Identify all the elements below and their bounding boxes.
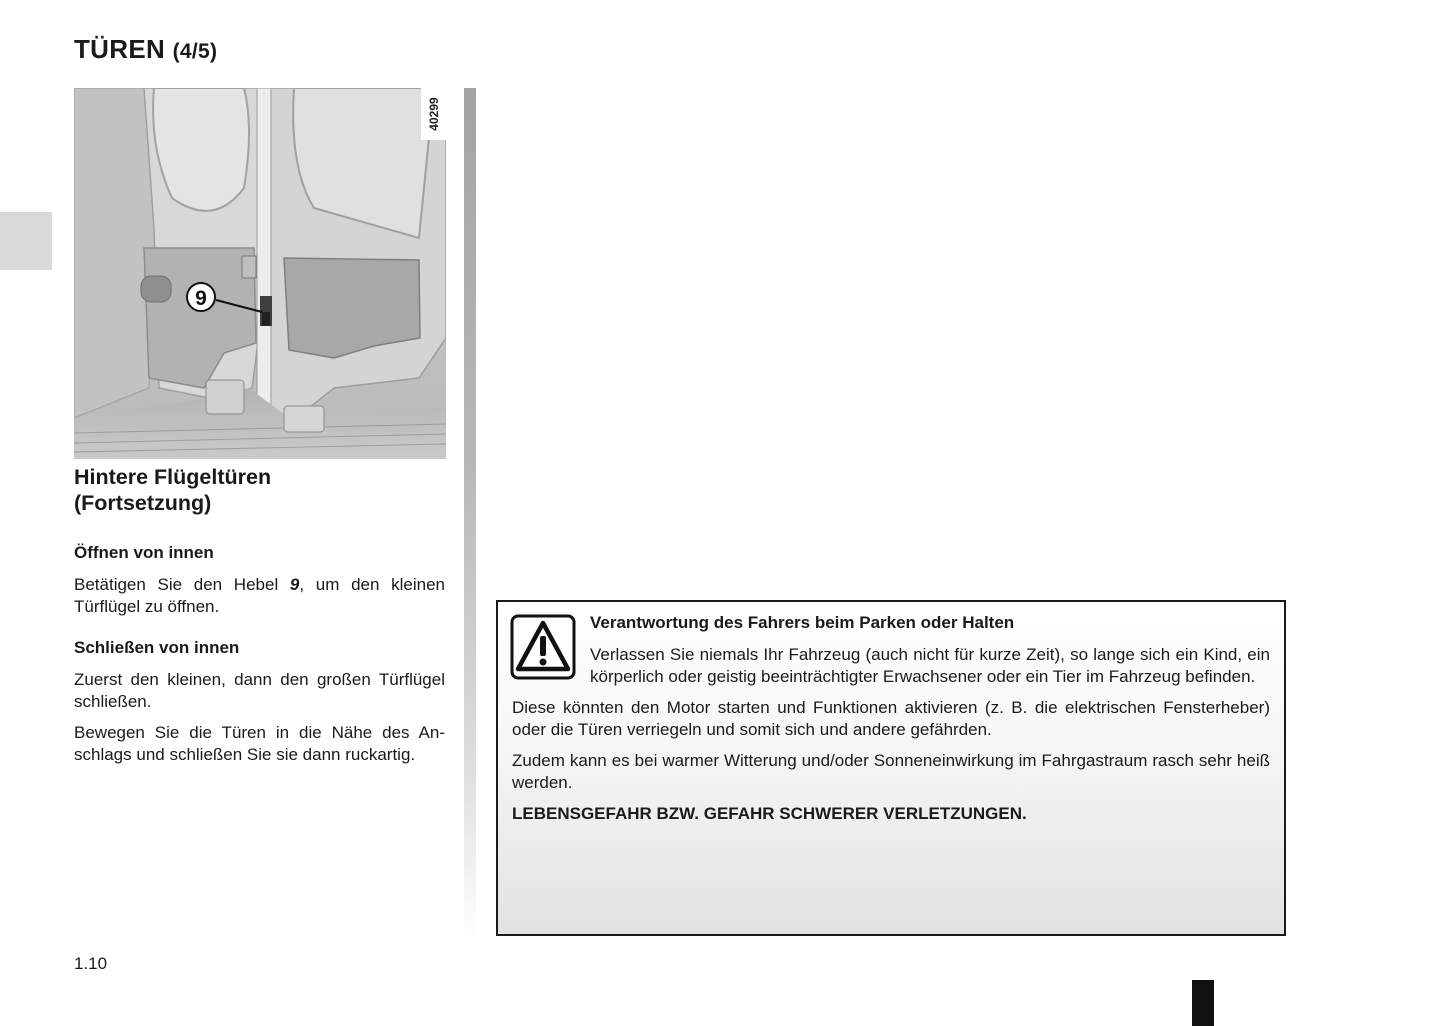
section-heading [74,464,445,516]
section-heading-line1: Hintere Flügeltüren [74,465,272,489]
warning-box [496,600,1286,936]
lever-callout: 9 [195,287,207,310]
page-title [74,34,217,65]
left-column [74,464,445,775]
warning-title: Verantwortung des Fahrers beim Parken oder Halten [590,613,1015,632]
warning-intro [590,612,1270,687]
opening-heading: Öffnen von innen [74,543,214,562]
warning-paragraph-2: Diese könnten den Motor starten und Funktionen aktivieren (z. B. die elektrischen Fensterheber) oder die Türen verriegeln und somit sich und andere gefährden. [512,698,1270,739]
closing-paragraph-2: Bewegen Sie die Türen in die Nähe des Anschlags und schließen Sie sie dann ruckartig. [74,723,445,764]
closing-heading: Schließen von innen [74,638,240,657]
closing-paragraph-1: Zuerst den kleinen, dann den großen Türflügel schließen. [74,670,445,711]
page-counter: (4/5) [172,40,218,63]
image-reference [421,88,446,140]
warning-triangle-icon [510,614,576,680]
warning-emphasis: LEBENSGEFAHR BZW. GEFAHR SCHWERER VERLETZUNGEN. [512,804,1027,823]
page-edge-marker [1192,980,1214,1026]
warning-paragraph-1: Verlassen Sie niemals Ihr Fahrzeug (auch nicht für kurze Zeit), so lange sich ein Kind, ein körperlich oder geistig beeinträchtigter Erwachsener oder ein Tier im Fahrzeug befinden. [590,645,1270,686]
rear-door-illustration [74,88,446,459]
lever-number: 9 [289,575,300,594]
rear-door-drawing [74,88,446,459]
page-title-text: TÜREN [74,34,166,64]
opening-paragraph [74,574,445,617]
section-heading-line2: (Fortsetzung) [74,491,212,515]
column-divider [464,88,476,940]
opening-text-before: Betätigen Sie den Hebel [74,575,290,594]
page-number: 1.10 [74,954,108,973]
warning-paragraph-3: Zudem kann es bei warmer Witterung und/oder Sonneneinwirkung im Fahrgastraum rasch sehr heiß werden. [512,751,1270,792]
opening-text-after: , um den kleinen Türflügel zu öffnen. [74,575,445,616]
chapter-tab [0,212,52,270]
image-number: 40299 [426,97,441,131]
